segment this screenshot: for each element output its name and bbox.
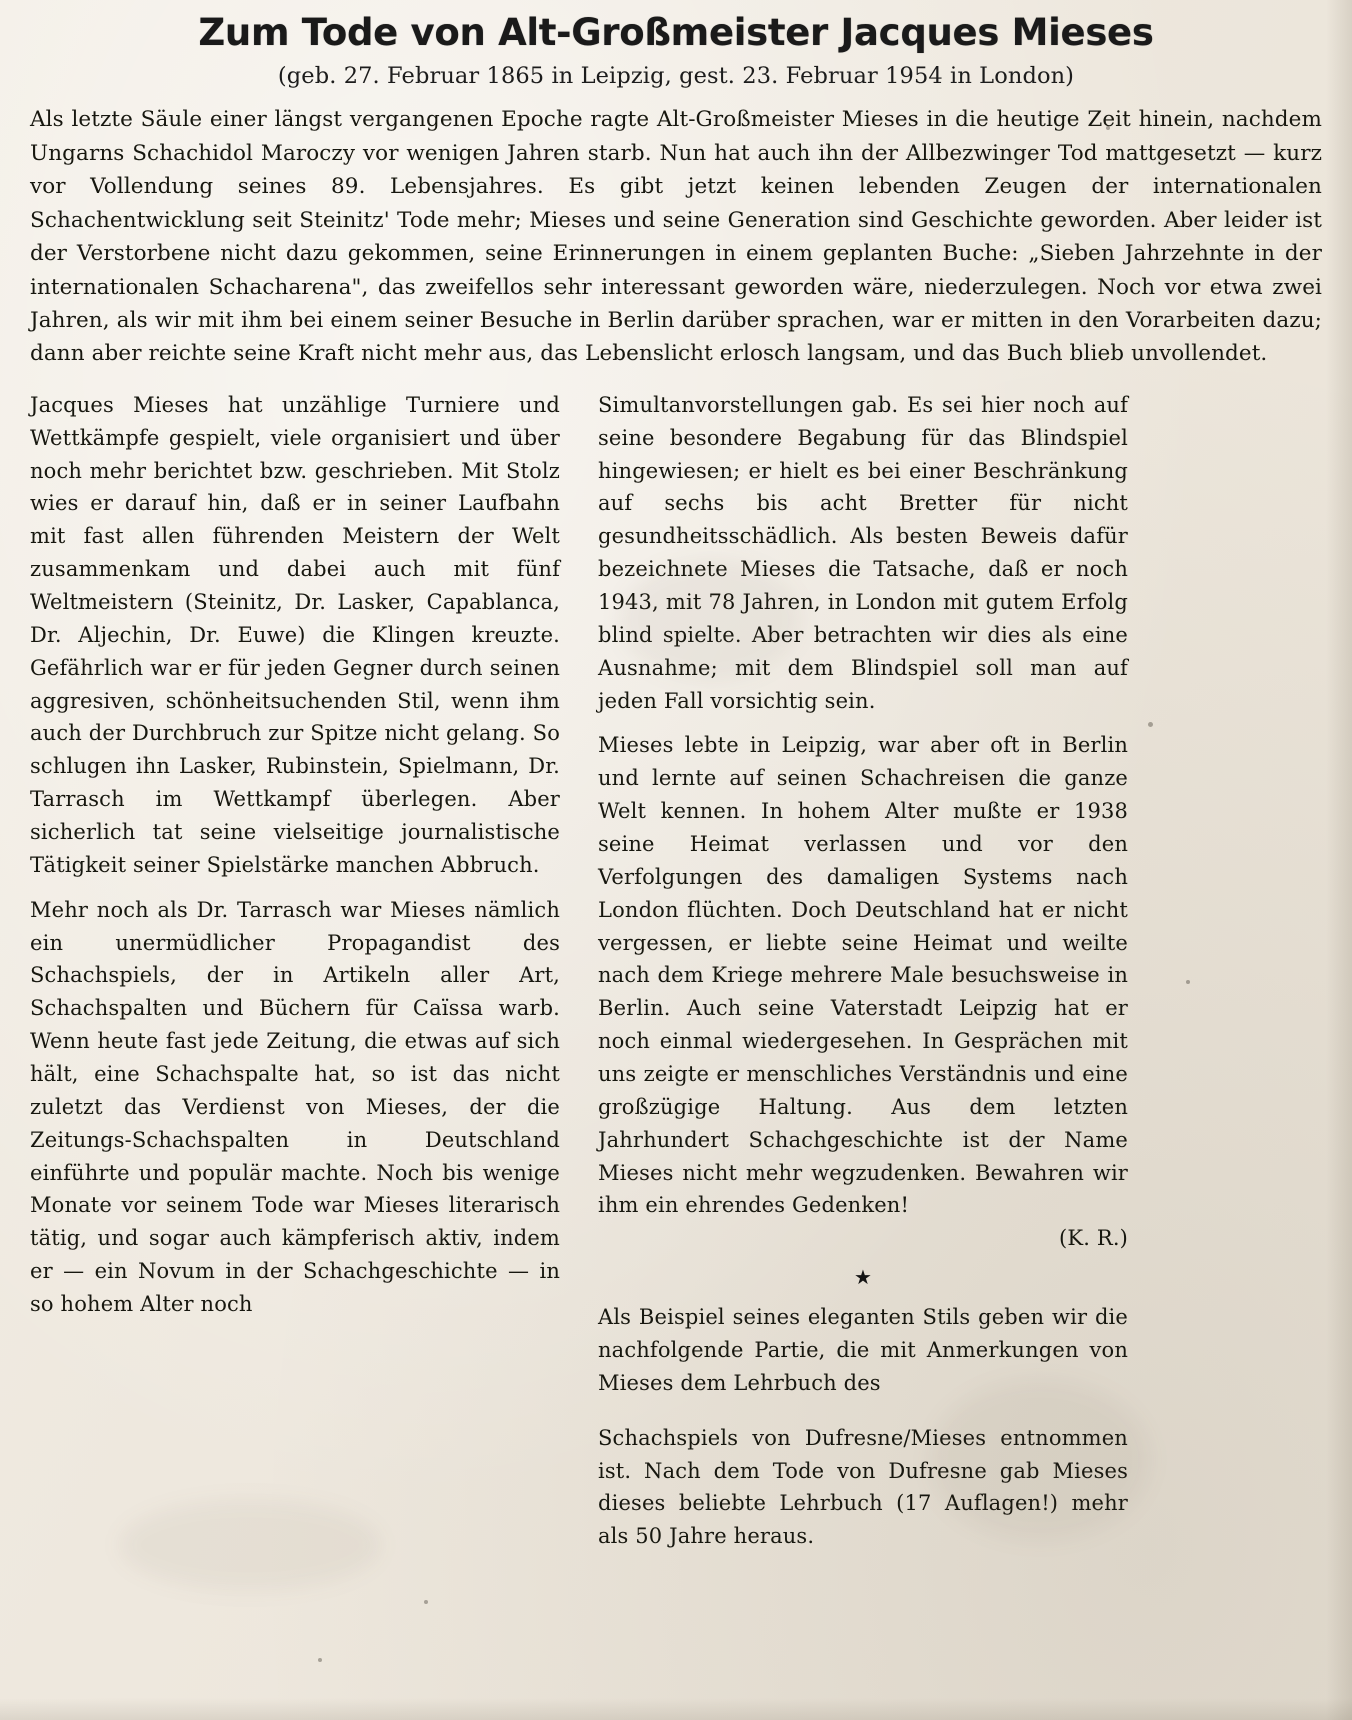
right-column <box>598 389 1128 1553</box>
two-column-body <box>30 389 1322 1553</box>
page-edge-shadow <box>1326 0 1352 1720</box>
page-title: Zum Tode von Alt-Großmeister Jacques Mieses <box>198 11 1154 54</box>
author-initials: (K. R.) <box>1059 1226 1128 1251</box>
left-column <box>30 389 560 1321</box>
paragraph: Schachspiels von Dufresne/Mieses entnommen ist. Nach dem Tode von Dufresne gab Mieses dieses beliebte Lehrbuch (17 Auflagen!) mehr als 50 Jahre heraus. <box>598 1425 1128 1549</box>
paragraph: Als Beispiel seines eleganten Stils geben wir die nachfolgende Partie, die mit Anmerkungen von Mieses dem Lehrbuch des <box>598 1305 1128 1395</box>
document-content <box>30 8 1322 1720</box>
paragraph: Simultanvorstellungen gab. Es sei hier noch auf seine besondere Begabung für das Blindspiel hingewiesen; er hielt es bei einer Beschränkung auf sechs bis acht Bretter für nicht gesundheitsschädlich. Als besten Beweis dafür bezeichnete Mieses die Tatsache, daß er noch 1943, mit 78 Jahren, in London mit gutem Erfolg blind spielte. Aber betrachten wir dies als eine Ausnahme; mit dem Blindspiel soll man auf jeden Fall vorsichtig sein. <box>598 392 1128 713</box>
paragraph: Jacques Mieses hat unzählige Turniere und Wettkämpfe gespielt, viele organisiert und über noch mehr berichtet bzw. geschrieben. Mit Stolz wies er darauf hin, daß er in seiner Laufbahn mit fast allen führenden Meistern der Welt zusammenkam und dabei auch mit fünf Weltmeistern (Steinitz, Dr. Lasker, Capablanca, Dr. Aljechin, Dr. Euwe) die Klingen kreuzte. Gefährlich war er für jeden Gegner durch seinen aggresiven, schönheitsuchenden Stil, wenn ihm auch der Durchbruch zur Spitze nicht gelang. So schlugen ihn Lasker, Rubinstein, Spielmann, Dr. Tarrasch im Wettkampf überlegen. Aber sicherlich tat seine vielseitige journalistische Tätigkeit seiner Spielstärke manchen Abbruch. <box>30 392 560 877</box>
paragraph-text: Mieses lebte in Leipzig, war aber oft in Berlin und lernte auf seinen Schachreisen die ganze Welt kennen. In hohem Alter mußte er 1938 seine Heimat verlassen und vor den Verfolgungen des damaligen Systems nach London flüchten. Doch Deutschland hat er nicht vergessen, er liebte seine Heimat und weilte nach dem Kriege mehrere Male besuchsweise in Berlin. Auch seine Vaterstadt Leipzig hat er noch einmal wiedergesehen. In Gesprächen mit uns zeigte er menschliches Verständnis und eine großzügige Haltung. Aus dem letzten Jahrhundert Schachgeschichte ist der Name Mieses nicht mehr wegzudenken. Bewahren wir ihm ein ehrendes Gedenken! <box>598 733 1128 1218</box>
star-divider-icon: ★ <box>854 1265 872 1290</box>
paragraph <box>598 729 1128 1255</box>
paragraph: Mehr noch als Dr. Tarrasch war Mieses nämlich ein unermüdlicher Propagandist des Schachspiels, der in Artikeln aller Art, Schachspalten und Büchern für Caïssa warb. Wenn heute fast jede Zeitung, die etwas auf sich hält, eine Schachspalte hat, so ist das nicht zuletzt das Verdienst von Mieses, der die Zeitungs-Schachspalten in Deutschland einführte und populär machte. Noch bis wenige Monate vor seinem Tode war Mieses literarisch tätig, und sogar auch kämpferisch aktiv, indem er — ein Novum in der Schachgeschichte — in so hohem Alter noch <box>30 897 560 1317</box>
lead-paragraph: Als letzte Säule einer längst vergangenen Epoche ragte Alt-Großmeister Mieses in die heutige Zeit hinein, nachdem Ungarns Schachidol Maroczy vor wenigen Jahren starb. Nun hat auch ihn der Allbezwinger Tod mattgesetzt — kurz vor Vollendung seines 89. Lebensjahres. Es gibt jetzt keinen lebenden Zeugen der internationalen Schachentwicklung seit Steinitz' Tode mehr; Mieses und seine Generation sind Geschichte geworden. Aber leider ist der Verstorbene nicht dazu gekommen, seine Erinnerungen in einem geplanten Buche: „Sieben Jahrzehnte in der internationalen Schacharena", das zweifellos sehr interessant geworden wäre, niederzulegen. Noch vor etwa zwei Jahren, als wir mit ihm bei einem seiner Besuche in Berlin darüber sprachen, war er mitten in den Vorarbeiten dazu; dann aber reichte seine Kraft nicht mehr aus, das Lebenslicht erlosch langsam, und das Buch blieb unvollendet. <box>30 107 1322 367</box>
subtitle-dates: (geb. 27. Februar 1865 in Leipzig, gest. 23. Februar 1954 in London) <box>277 63 1075 90</box>
